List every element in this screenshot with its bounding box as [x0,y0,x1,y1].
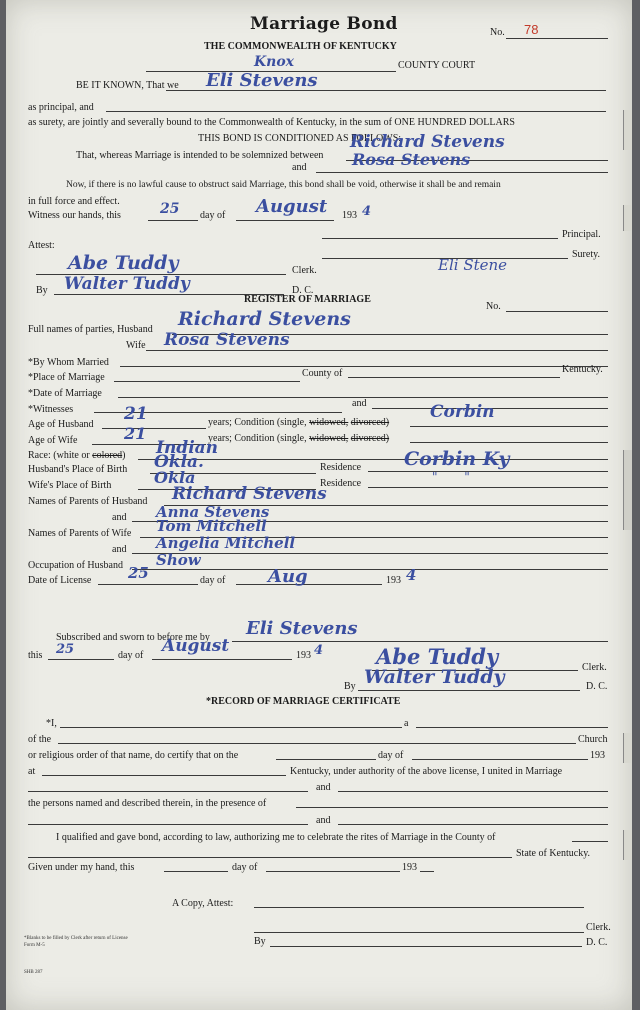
husband-birth-label: Husband's Place of Birth [28,464,128,475]
husband-residence-label: Residence [320,462,362,473]
cert-at-label: at [28,766,36,777]
cert-county-line [572,841,608,842]
binder-tab-middle [623,450,632,530]
conditioned-heading: THIS BOND IS CONDITIONED AS FOLLOWS: [198,133,402,144]
cert-year: 193 [590,750,605,761]
bond-number-line [506,38,608,39]
cert-church-line [58,743,576,744]
as-principal: as principal, and [28,102,94,113]
form-title: Marriage Bond [250,14,398,34]
sworn-name: Eli Stevens [246,618,358,639]
copy-clerk-line [254,932,584,933]
footnote-code: SHB 287 [24,970,43,975]
wife-residence: " " [432,470,470,484]
cert-name-line [60,727,402,728]
parents-husband-1: Richard Stevens [172,484,327,504]
cert-witness1-line [28,824,308,825]
race-line [138,459,608,460]
sworn-year-digit: 4 [314,643,324,658]
copy-attest-label: A Copy, Attest: [172,898,234,909]
party2-name: Rosa Stevens [352,150,471,169]
surety-name-line [106,111,606,112]
by-whom-line [120,366,608,367]
age-husband: 21 [124,404,148,424]
parents-wife-2: Angelia Mitchell [156,534,296,552]
cert-day-of: day of [378,750,404,761]
county-of-line [348,377,560,378]
register-by-label: By [344,681,356,692]
be-it-known: BE IT KNOWN, That we [76,80,179,91]
cert-county-line2 [28,857,512,858]
parents-wife-1: Tom Mitchell [156,517,267,535]
license-month: Aug [268,566,308,587]
condition-wife-text [208,433,389,444]
cert-given-day-line [164,871,228,872]
register-heading: REGISTER OF MARRIAGE [244,294,371,305]
dc-label: D. C. [292,285,314,296]
principal-sign-line [322,238,558,239]
husband-residence: Corbin Ky [404,448,510,470]
condition-husband: Corbin [430,402,495,422]
kentucky-label: Kentucky. [562,364,603,375]
race-label-group [28,450,126,461]
cert-presence-line [296,807,608,808]
race-label: Race: [28,450,51,461]
certificate-heading: *RECORD OF MARRIAGE CERTIFICATE [206,696,401,707]
wife-birth: Okla [154,468,196,487]
license-day: 25 [128,564,149,582]
husband-birth: Okla. [154,452,204,472]
occupation-label: Occupation of Husband [28,560,123,571]
cert-of-the: of the [28,734,52,745]
cert-person2-line [338,791,608,792]
occupation-line [132,569,608,570]
parents-husband-and: and [112,512,127,523]
clerk-label: Clerk. [292,265,317,276]
husband-name: Richard Stevens [178,308,351,330]
sworn-line [232,641,608,642]
license-year-digit: 4 [406,566,417,584]
witness-year-prefix: 193 [342,210,357,221]
cert-given-month-line [266,871,400,872]
condition-husband-text [208,417,389,428]
by-whom-label: *By Whom Married [28,357,109,368]
cert-month-line [412,759,588,760]
cert-qualified-text: I qualified and gave bond, according to law, authorizing me to celebrate the rites of Marriage in the County of [56,832,496,843]
principal-name: Eli Stevens [206,70,318,91]
parents-wife-label: Names of Parents of Wife [28,528,132,539]
county-of-label: County of [302,368,343,379]
register-number-line [506,311,608,312]
marriage-bond-form [6,0,632,1010]
copy-dc-label: D. C. [586,937,608,948]
cert-given-day-of: day of [232,862,258,873]
cert-state-label: State of Kentucky. [516,848,591,859]
county-court-label: COUNTY COURT [398,60,476,71]
binder-tab-lower [623,733,632,763]
party2-line [316,172,608,173]
sworn-day: 25 [56,642,75,657]
footnote-blanks: *Blanks to be filled by Clerk after return of License [24,936,128,941]
cert-title-line [416,727,608,728]
race-paren-close: ) [122,450,126,461]
copy-dc-line [270,946,582,947]
place-label: *Place of Marriage [28,372,105,383]
parents-wife-line2 [132,553,608,554]
condition-wife-line [410,442,608,443]
copy-attest-line [254,907,584,908]
age-husband-line [102,428,206,429]
bond-number-label: No. [490,27,505,38]
now-if-text: Now, if there is no lawful cause to obstruct said Marriage, this bond shall be void, otherwise it shall be and remain [66,180,501,190]
dc-signature: Walter Tuddy [64,274,190,294]
age-wife-label: Age of Wife [28,435,78,446]
race-paren-open: (white or [53,450,90,461]
surety-signature: Eli Stene [438,256,508,274]
wife-birth-label: Wife's Place of Birth [28,480,112,491]
witness-hands-label: Witness our hands, this [28,210,121,221]
wife-label: Wife [126,340,146,351]
cert-witness2-line [338,824,608,825]
condition-husband-line [410,426,608,427]
and-label: and [292,162,307,173]
cert-given-year-line [420,871,434,872]
wife-residence-label: Residence [320,478,362,489]
whereas-text: That, whereas Marriage is intended to be solemnized between [76,150,324,161]
commonwealth-heading: THE COMMONWEALTH OF KENTUCKY [204,41,397,52]
cert-kentucky-line: Kentucky, under authority of the above license, I united in Marriage [290,766,563,777]
register-dc-label: D. C. [586,681,608,692]
widowed-struck-wife: widowed, [309,433,349,444]
cert-given-year: 193 [402,862,417,873]
witness-day: 25 [160,201,180,217]
husband-label: Full names of parties, Husband [28,324,153,335]
register-number-label: No. [486,301,501,312]
county-handwritten: Knox [254,54,295,70]
sworn-year-prefix: 193 [296,650,311,661]
cert-day-line [276,759,376,760]
copy-clerk-label: Clerk. [586,922,611,933]
register-dc-signature: Walter Tuddy [364,666,505,688]
cert-at-line [42,775,286,776]
surety-label: Surety. [572,249,600,260]
witness-day-of: day of [200,210,226,221]
cert-religious-text: or religious order of that name, do certify that on the [28,750,239,761]
license-month-line [236,584,382,585]
sworn-month: August [162,636,230,656]
cert-and-1: and [316,782,331,793]
full-force-text: in full force and effect. [28,196,120,207]
register-dc-line [358,690,580,691]
register-clerk-signature: Abe Tuddy [376,644,499,669]
divorced-struck: divorced) [350,417,390,428]
cert-persons-text: the persons named and described therein, in the presence of [28,798,267,809]
witnesses-label: *Witnesses [28,404,74,415]
sworn-label: Subscribed and sworn to before me by [56,632,210,643]
cert-church-label: Church [578,734,608,745]
license-day-of: day of [200,575,226,586]
date-label: *Date of Marriage [28,388,102,399]
widowed-struck: widowed, [309,417,349,428]
years-condition: years; Condition (single, [208,417,307,428]
age-wife: 21 [124,424,147,443]
parents-husband-label: Names of Parents of Husband [28,496,148,507]
place-line [114,381,300,382]
bond-number: 78 [524,22,539,37]
wife-name: Rosa Stevens [164,330,290,350]
years-condition-wife: years; Condition (single, [208,433,307,444]
cert-and-2: and [316,815,331,826]
footnote-form: Form M-5 [24,943,45,948]
sworn-day-line [48,659,114,660]
wife-line [146,350,608,351]
cert-given-label: Given under my hand, this [28,862,135,873]
dc-by-label: By [36,285,48,296]
occupation-value: Show [156,551,201,569]
cert-a-label: a [404,718,409,729]
race-value: Indian [156,438,219,458]
witness-month-line [236,220,334,221]
husband-residence-line [368,471,608,472]
party1-name: Richard Stevens [350,132,505,152]
cert-person1-line [28,791,308,792]
race-colored-struck: colored [92,450,123,461]
sworn-month-line [152,659,292,660]
cert-i-label: *I, [46,718,57,729]
age-husband-label: Age of Husband [28,419,94,430]
binder-tab-top [623,110,632,150]
witnesses-and: and [352,398,367,409]
binder-tab-bottom [623,830,632,860]
binder-tab-upper [623,205,632,231]
witness-year-digit: 4 [362,204,372,219]
attest-label: Attest: [28,240,55,251]
as-surety-text: as surety, are jointly and severally bound to the Commonwealth of Kentucky, in the sum of ONE HUNDRED DOLLARS [28,117,515,128]
license-day-line [98,584,198,585]
wife-residence-line [368,487,608,488]
sworn-day-of: day of [118,650,144,661]
register-clerk-label: Clerk. [582,662,607,673]
parents-husband-2: Anna Stevens [156,503,270,521]
copy-by-label: By [254,936,266,947]
principal-label: Principal. [562,229,601,240]
witness-day-line [148,220,198,221]
sworn-this-label: this [28,650,43,661]
parents-wife-and: and [112,544,127,555]
license-label: Date of License [28,575,92,586]
divorced-struck-wife: divorced) [350,433,390,444]
license-year-prefix: 193 [386,575,401,586]
witness-month: August [256,196,328,217]
clerk-signature: Abe Tuddy [68,252,179,274]
